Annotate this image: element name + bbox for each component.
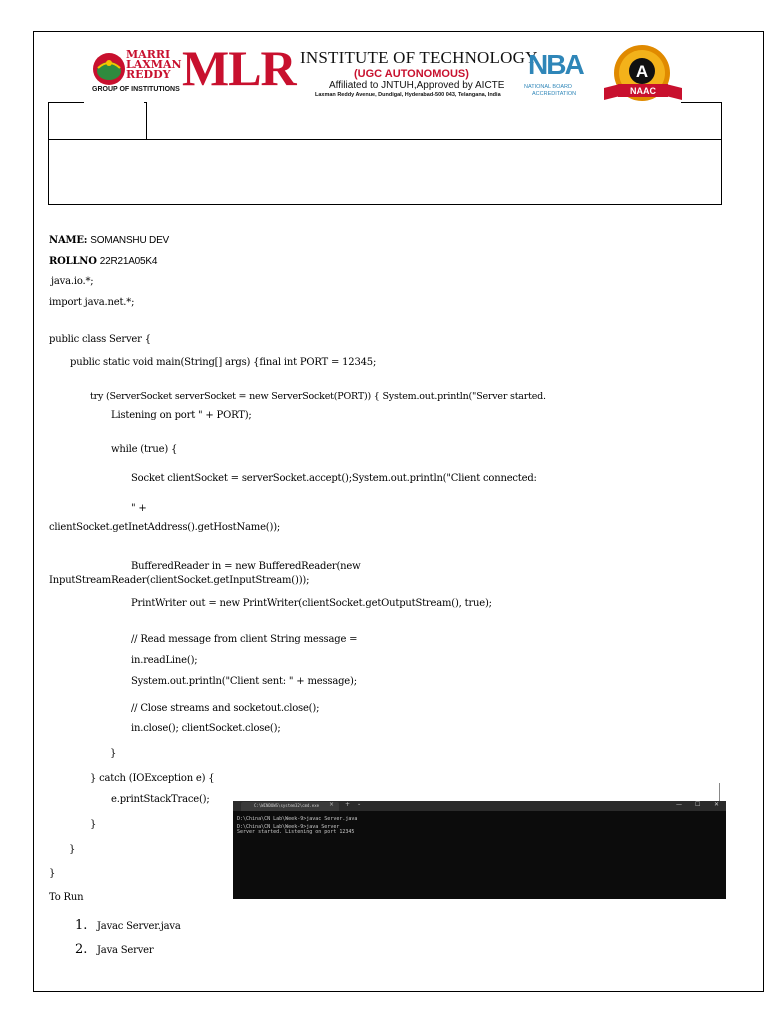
code-line: in.close(); clientSocket.close(); (131, 723, 281, 734)
terminal-output-line: Server started. Listening on port 12345 (237, 829, 355, 835)
code-line: Socket clientSocket = serverSocket.accept();System.out.println("Client connected: (131, 473, 537, 484)
header-table-row (49, 103, 721, 140)
code-line: Listening on port " + PORT); (111, 410, 252, 421)
marri-emblem-icon (92, 52, 126, 86)
minimize-icon[interactable]: — (676, 801, 682, 808)
code-line: import java.net.*; (49, 297, 135, 308)
marri-line-1: MARRI (126, 48, 171, 61)
mlr-wordmark: MLR (182, 40, 296, 96)
code-line: public class Server { (49, 334, 151, 345)
table-gap-right (147, 101, 681, 104)
new-tab-icon[interactable]: + (345, 801, 351, 808)
code-line: // Read message from client String message = (131, 634, 358, 645)
to-run-heading: To Run (49, 892, 84, 903)
run-step-text: Java Server (97, 945, 154, 956)
terminal-output-line: D:\China\CN Lab\Week-9>javac Server.java (237, 816, 358, 822)
roll-label: ROLLNO (49, 256, 97, 267)
tab-close-icon[interactable]: × (329, 801, 335, 808)
code-line: " + (131, 503, 147, 514)
naac-badge-icon (604, 44, 682, 106)
code-line: BufferedReader in = new BufferedReader(new (131, 561, 361, 572)
code-line: PrintWriter out = new PrintWriter(clientSocket.getOutputStream(), true); (131, 598, 492, 609)
name-value: SOMANSHU DEV (90, 235, 170, 246)
table-gap-left (84, 101, 144, 104)
code-line: } (110, 748, 117, 759)
code-line: System.out.println("Client sent: " + message); (131, 676, 357, 687)
run-step-number: 2. (75, 942, 88, 957)
name-label: NAME: (49, 235, 88, 246)
code-line: // Close streams and socketout.close(); (131, 703, 320, 714)
nba-line-2: ACCREDITATION (532, 91, 577, 97)
code-line: } (69, 844, 76, 855)
marri-line-2: LAXMAN (126, 58, 182, 71)
address-text: Laxman Reddy Avenue, Dundigal, Hyderabad-500 043, Telangana, India (315, 92, 501, 98)
code-line: } catch (IOException e) { (90, 773, 215, 784)
marri-laxman-reddy-logo (88, 48, 180, 96)
marri-text (126, 50, 182, 80)
nba-mark: NBA (528, 49, 583, 80)
code-line: while (true) { (111, 444, 178, 455)
close-icon[interactable]: ✕ (714, 801, 720, 808)
terminal-screenshot (233, 801, 726, 899)
code-line: in.readLine(); (131, 655, 198, 666)
terminal-output-line: D:\China\CN Lab\Week-9>java Server (237, 824, 340, 830)
terminal-tab-title: C:\WINDOWS\system32\cmd.exe (254, 803, 320, 808)
maximize-icon[interactable]: ☐ (695, 801, 701, 808)
nba-logo (524, 50, 596, 100)
code-line: InputStreamReader(clientSocket.getInputStream())); (49, 575, 310, 586)
roll-number-line (49, 256, 157, 267)
header-table-cell (49, 103, 147, 139)
code-line: clientSocket.getInetAddress().getHostName()); (49, 522, 281, 533)
letterhead (86, 40, 696, 106)
affiliation-text: Affiliated to JNTUH,Approved by AICTE (329, 80, 505, 91)
roll-value: 22R21A05K4 (99, 256, 158, 267)
chevron-down-icon[interactable]: ⌄ (357, 801, 362, 807)
run-step-number: 1. (75, 918, 88, 933)
run-step-text: Javac Server.java (97, 921, 181, 932)
naac-label: NAAC (630, 86, 656, 96)
naac-grade: A (635, 62, 649, 81)
code-line: } (90, 819, 97, 830)
terminal-edge-line (719, 783, 720, 801)
terminal-title-bar (233, 801, 726, 811)
code-line: try (ServerSocket serverSocket = new ServerSocket(PORT)) { System.out.println("Server started. (90, 391, 546, 402)
marri-group-text: GROUP OF INSTITUTIONS (92, 86, 180, 93)
code-line: java.io.*; (51, 276, 94, 287)
nba-line-1: NATIONAL BOARD (524, 84, 572, 90)
code-line: } (49, 868, 56, 879)
code-line: public static void main(String[] args) {final int PORT = 12345; (70, 357, 377, 368)
terminal-tab[interactable] (241, 802, 339, 811)
institute-title: INSTITUTE OF TECHNOLOGY (300, 48, 538, 67)
marri-line-3: REDDY (126, 68, 171, 81)
code-line: e.printStackTrace(); (111, 794, 210, 805)
student-name-line (49, 235, 169, 246)
autonomous-label: (UGC AUTONOMOUS) (354, 68, 469, 80)
header-info-table (48, 102, 722, 205)
